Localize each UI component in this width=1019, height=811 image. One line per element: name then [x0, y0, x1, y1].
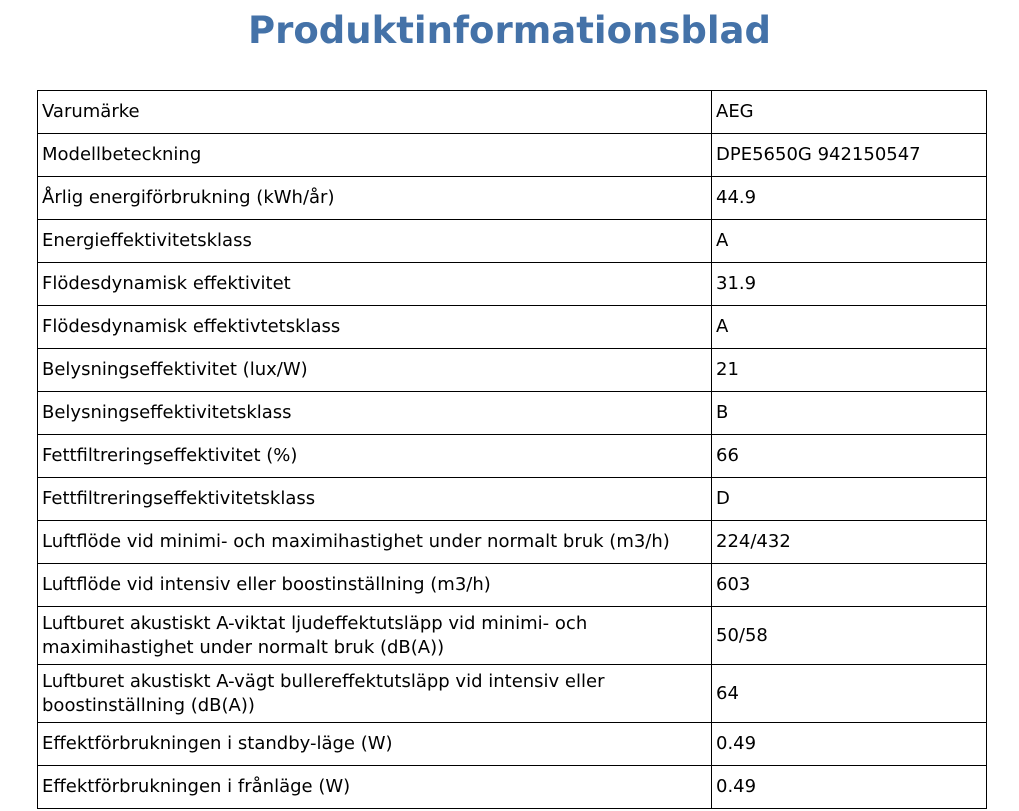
- row-value: 31.9: [712, 263, 987, 306]
- row-value: 50/58: [712, 607, 987, 665]
- row-label: Luftburet akustiskt A-viktat ljudeffektutsläpp vid minimi- och maximihastighet under normalt bruk (dB(A)): [38, 607, 712, 665]
- row-label: Modellbeteckning: [38, 134, 712, 177]
- table-row: [38, 607, 987, 665]
- row-value: A: [712, 220, 987, 263]
- row-label: Fettfiltreringseffektivitetsklass: [38, 478, 712, 521]
- table-row: [38, 306, 987, 349]
- table-row: [38, 263, 987, 306]
- row-label: Flödesdynamisk effektivitet: [38, 263, 712, 306]
- row-label: Fettfiltreringseffektivitet (%): [38, 435, 712, 478]
- row-label: Luftflöde vid minimi- och maximihastighet under normalt bruk (m3/h): [38, 521, 712, 564]
- row-value: 224/432: [712, 521, 987, 564]
- table-row: [38, 723, 987, 766]
- table-row: [38, 564, 987, 607]
- row-value: 44.9: [712, 177, 987, 220]
- table-row: [38, 349, 987, 392]
- row-value: D: [712, 478, 987, 521]
- row-label: Varumärke: [38, 91, 712, 134]
- table-row: [38, 435, 987, 478]
- row-value: 603: [712, 564, 987, 607]
- row-label: Effektförbrukningen i standby-läge (W): [38, 723, 712, 766]
- table-row: [38, 177, 987, 220]
- row-label: Energieffektivitetsklass: [38, 220, 712, 263]
- table-row: [38, 91, 987, 134]
- row-value: 21: [712, 349, 987, 392]
- table-row: [38, 134, 987, 177]
- row-label: Belysningseffektivitetsklass: [38, 392, 712, 435]
- row-value: 0.49: [712, 766, 987, 809]
- table-row: [38, 478, 987, 521]
- row-label: Effektförbrukningen i frånläge (W): [38, 766, 712, 809]
- table-row: [38, 220, 987, 263]
- row-label: Luftflöde vid intensiv eller boostinställning (m3/h): [38, 564, 712, 607]
- row-label: Flödesdynamisk effektivtetsklass: [38, 306, 712, 349]
- product-info-table: [37, 90, 987, 809]
- row-value: AEG: [712, 91, 987, 134]
- table-row: [38, 665, 987, 723]
- row-label: Belysningseffektivitet (lux/W): [38, 349, 712, 392]
- row-value: 66: [712, 435, 987, 478]
- row-value: 0.49: [712, 723, 987, 766]
- row-label: Luftburet akustiskt A-vägt bullereffektutsläpp vid intensiv eller boostinställning (dB(A)): [38, 665, 712, 723]
- page-title: Produktinformationsblad: [248, 9, 771, 52]
- table-row: [38, 392, 987, 435]
- table-row: [38, 766, 987, 809]
- table-row: [38, 521, 987, 564]
- row-value: A: [712, 306, 987, 349]
- row-value: B: [712, 392, 987, 435]
- row-label: Årlig energiförbrukning (kWh/år): [38, 177, 712, 220]
- row-value: DPE5650G 942150547: [712, 134, 987, 177]
- row-value: 64: [712, 665, 987, 723]
